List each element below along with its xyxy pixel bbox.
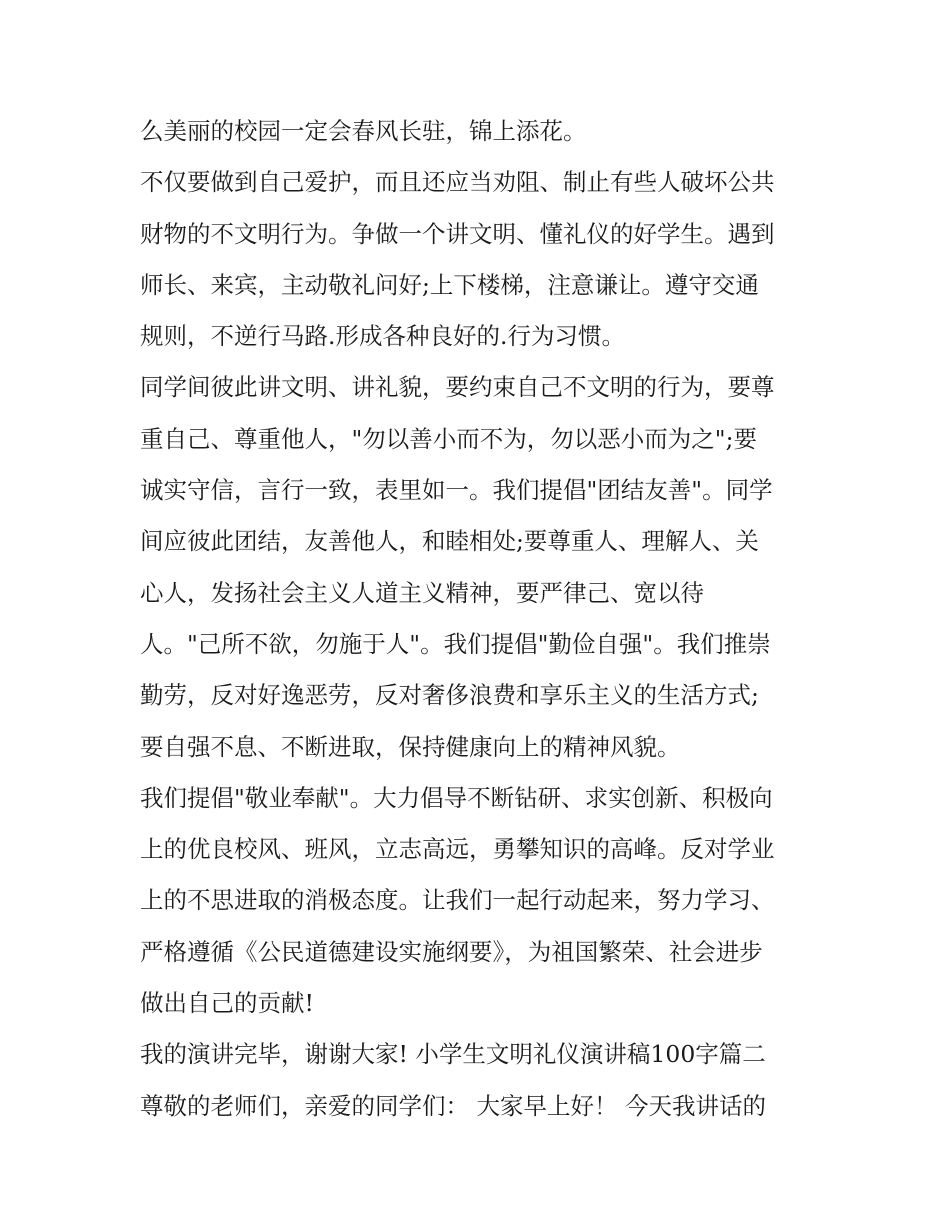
- text-line: 重自己、尊重他人，"勿以善小而不为，勿以恶小而为之";要: [140, 424, 758, 453]
- text-line: 要自强不息、不断进取，保持健康向上的精神风貌。: [140, 732, 681, 761]
- text-line: 同学间彼此讲文明、讲礼貌，要约束自己不文明的行为，要尊: [140, 373, 775, 402]
- text-line: 规则，不逆行马路.形成各种良好的.行为习惯。: [140, 322, 625, 351]
- text-line: 师长、来宾，主动敬礼问好;上下楼梯，注意谦让。遵守交通: [140, 270, 759, 299]
- document-body: [140, 106, 820, 1132]
- text-line: 心人，发扬社会主义人道主义精神，要严律己、宽以待: [140, 578, 704, 607]
- text-line: 上的优良校风、班风，立志高远，勇攀知识的高峰。反对学业: [140, 835, 775, 864]
- text-line: 不仅要做到自己爱护，而且还应当劝阻、制止有些人破坏公共: [140, 168, 775, 197]
- text-line: 严格遵循《公民道德建设实施纲要》，为祖国繁荣、社会进步: [140, 937, 763, 966]
- text-line: 勤劳，反对好逸恶劳，反对奢侈浪费和享乐主义的生活方式;: [140, 681, 759, 710]
- text-line: 我的演讲完毕，谢谢大家! 小学生文明礼仪演讲稿100字篇二: [140, 1040, 766, 1069]
- text-line: 财物的不文明行为。争做一个讲文明、懂礼仪的好学生。遇到: [140, 219, 775, 248]
- text-line: 做出自己的贡献!: [140, 989, 314, 1018]
- text-line: 上的不思进取的消极态度。让我们一起行动起来，努力学习、: [140, 886, 775, 915]
- text-line: 诚实守信，言行一致，表里如一。我们提倡"团结友善"。同学: [140, 476, 773, 505]
- text-line: 尊敬的老师们，亲爱的同学们： 大家早上好！ 今天我讲话的: [140, 1091, 766, 1120]
- text-line: 我们提倡"敬业奉献"。大力倡导不断钻研、求实创新、积极向: [140, 783, 773, 812]
- text-line: 么美丽的校园一定会春风长驻，锦上添花。: [140, 117, 587, 145]
- text-line: 间应彼此团结，友善他人，和睦相处;要尊重人、理解人、关: [140, 527, 759, 556]
- text-line: 人。"己所不欲，勿施于人"。我们提倡"勤俭自强"。我们推崇: [140, 629, 771, 658]
